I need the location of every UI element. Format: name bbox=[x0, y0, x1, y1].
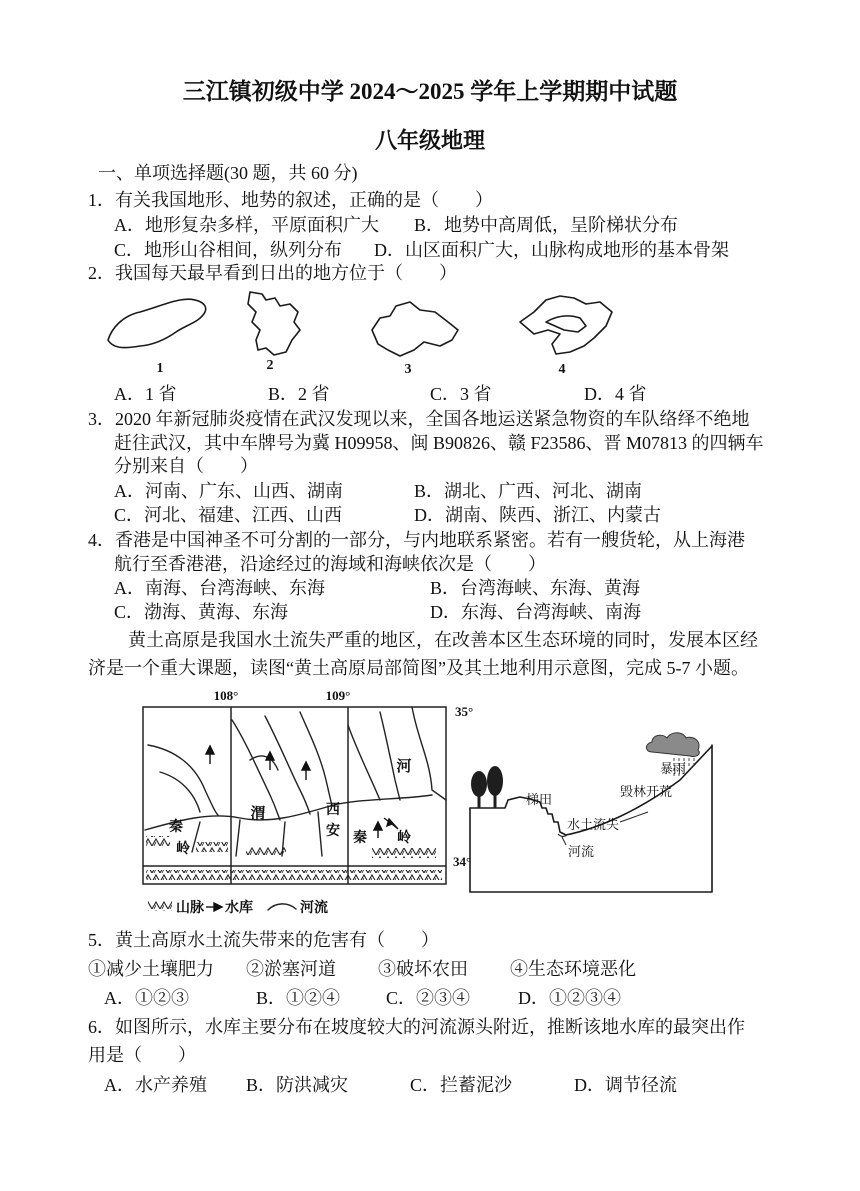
statement-item: ①减少土壤肥力 bbox=[88, 959, 214, 979]
province-label-2: 2 bbox=[266, 358, 274, 373]
cloud-icon bbox=[646, 733, 699, 757]
option-b: B．①②④ bbox=[256, 988, 341, 1008]
option-c: C．拦蓄泥沙 bbox=[410, 1075, 513, 1095]
tree-icon bbox=[487, 766, 503, 808]
map-label-he: 河 bbox=[396, 759, 412, 775]
question-stem-line: 航行至香港港，沿途经过的海域和海峡依次是（ ） bbox=[114, 554, 546, 574]
question-stem-line: 用是（ ） bbox=[88, 1045, 196, 1065]
tree-icon bbox=[471, 771, 487, 808]
river-tributary bbox=[318, 812, 322, 856]
province-label-1: 1 bbox=[156, 361, 164, 376]
option-c: C．地形山谷相间，纵列分布 bbox=[114, 240, 343, 260]
river-tributary bbox=[348, 725, 380, 800]
longitude-label-108: 108° bbox=[213, 688, 239, 703]
mountain-symbol bbox=[196, 842, 228, 852]
river-tributary bbox=[160, 772, 200, 812]
question-stem: 1．有关我国地形、地势的叙述，正确的是（ ） bbox=[88, 190, 493, 210]
province-outline-2 bbox=[248, 292, 300, 355]
province-outline-4 bbox=[520, 296, 612, 354]
river-tributary bbox=[232, 720, 280, 820]
option-d: D．4 省 bbox=[584, 384, 647, 404]
reservoir-icon bbox=[206, 746, 214, 764]
reservoir-icon bbox=[384, 818, 398, 829]
province-outlines-figure bbox=[100, 285, 620, 375]
exam-title: 三江镇初级中学 2024～2025 学年上学期期中试题 bbox=[182, 79, 678, 104]
option-a: A．南海、台湾海峡、东海 bbox=[114, 578, 325, 598]
longitude-label-109: 109° bbox=[325, 688, 351, 703]
option-a: A．地形复杂多样，平原面积广大 bbox=[114, 215, 379, 235]
loess-plateau-figure bbox=[130, 680, 730, 920]
passage-line: 黄土高原是我国水土流失严重的地区，在改善本区生态环境的同时，发展本区经 bbox=[128, 630, 758, 650]
option-b: B．地势中高周低，呈阶梯状分布 bbox=[414, 215, 679, 235]
map-label-wei: 渭 bbox=[250, 806, 266, 822]
reservoirs bbox=[206, 746, 398, 838]
province-outline-3 bbox=[372, 302, 458, 356]
profile-label-terrace: 梯田 bbox=[526, 792, 553, 807]
map-label-an: 安 bbox=[326, 824, 340, 839]
option-c: C．②③④ bbox=[386, 988, 471, 1008]
map-label-xi: 西 bbox=[326, 803, 340, 818]
question-stem-line: 分别来自（ ） bbox=[114, 456, 258, 476]
question-stem-line: 3．2020 年新冠肺炎疫情在武汉发现以来，全国各地运送紧急物资的车队络绎不绝地 bbox=[88, 409, 750, 429]
profile-label-erosion: 水土流失 bbox=[567, 817, 620, 832]
reservoir-icon bbox=[302, 762, 310, 780]
option-b: B．防洪减灾 bbox=[246, 1075, 349, 1095]
river-tributary bbox=[380, 712, 400, 800]
profile-label-rainstorm: 暴雨 bbox=[660, 761, 687, 776]
mountain-symbol bbox=[146, 870, 442, 880]
statement-item: ③破坏农田 bbox=[378, 959, 468, 979]
section-heading: 一、单项选择题(30 题，共 60 分) bbox=[98, 163, 358, 183]
option-c: C．3 省 bbox=[430, 384, 492, 404]
profile-label-river: 河流 bbox=[568, 844, 595, 859]
question-stem-line: 4．香港是中国神圣不可分割的一部分，与内地联系紧密。若有一艘货轮，从上海港 bbox=[88, 530, 745, 550]
mountain-symbol bbox=[246, 846, 286, 856]
question-stem: 5．黄土高原水土流失带来的危害有（ ） bbox=[88, 930, 439, 950]
option-b: B．湖北、广西、河北、湖南 bbox=[414, 481, 643, 501]
question-stem-line: 6．如图所示，水库主要分布在坡度较大的河流源头附近，推断该地水库的最突出作 bbox=[88, 1017, 745, 1037]
legend-reservoir-label: 水库 bbox=[225, 901, 253, 916]
passage-line: 济是一个重大课题，读图“黄土高原局部简图”及其土地利用示意图，完成 5-7 小题。 bbox=[88, 658, 749, 678]
erosion-leader-line bbox=[620, 812, 648, 822]
option-c: C．渤海、黄海、东海 bbox=[114, 602, 289, 622]
legend-reservoir-icon bbox=[206, 903, 222, 911]
province-label-4: 4 bbox=[558, 362, 566, 377]
option-a: A．①②③ bbox=[104, 988, 189, 1008]
question-stem-line: 赶往武汉，其中车牌号为冀 H09958、闽 B90826、赣 F23586、晋 M07813 的四辆车 bbox=[114, 433, 764, 453]
map-label-qin-right: 秦 bbox=[353, 831, 367, 846]
option-b: B．台湾海峡、东海、黄海 bbox=[430, 578, 641, 598]
option-a: A．1 省 bbox=[114, 384, 177, 404]
map-label-qin-left: 秦 bbox=[169, 820, 183, 835]
profile-label-deforestation: 毁林开荒 bbox=[620, 784, 673, 799]
latitude-label-35: 35° bbox=[455, 704, 474, 719]
map-label-ling-left: 岭 bbox=[176, 842, 190, 857]
option-c: C．河北、福建、江西、山西 bbox=[114, 505, 343, 525]
option-d: D．东海、台湾海峡、南海 bbox=[430, 602, 641, 622]
river-tributary bbox=[148, 745, 218, 815]
option-d: D．湖南、陕西、浙江、内蒙古 bbox=[414, 505, 661, 525]
river-tributary bbox=[300, 712, 332, 806]
yellow-river bbox=[412, 707, 446, 800]
province-outline-1 bbox=[108, 299, 206, 347]
province-label-3: 3 bbox=[404, 362, 412, 377]
mountain-symbol bbox=[146, 836, 170, 846]
mountain-symbol bbox=[372, 848, 436, 858]
exam-subject: 八年级地理 bbox=[374, 128, 485, 153]
statement-item: ②淤塞河道 bbox=[246, 959, 336, 979]
reservoir-icon bbox=[374, 822, 382, 838]
legend-river-icon bbox=[268, 904, 296, 910]
option-d: D．①②③④ bbox=[518, 988, 621, 1008]
option-d: D．调节径流 bbox=[574, 1075, 677, 1095]
legend-mountain-icon bbox=[148, 901, 172, 911]
legend-river-label: 河流 bbox=[300, 901, 328, 916]
option-d: D．山区面积广大，山脉构成地形的基本骨架 bbox=[374, 240, 729, 260]
latitude-label-34: 34° bbox=[453, 854, 472, 869]
map-legend bbox=[148, 899, 328, 916]
statement-item: ④生态环境恶化 bbox=[510, 959, 636, 979]
river-leader-line bbox=[562, 837, 566, 845]
option-a: A．河南、广东、山西、湖南 bbox=[114, 481, 343, 501]
legend-mountain-label: 山脉 bbox=[176, 901, 204, 916]
question-stem: 2．我国每天最早看到日出的地方位于（ ） bbox=[88, 263, 457, 283]
map-label-ling-right: 岭 bbox=[397, 831, 411, 846]
river-tributary bbox=[236, 820, 240, 856]
option-a: A．水产养殖 bbox=[104, 1075, 207, 1095]
land-use-profile bbox=[470, 733, 712, 892]
option-b: B．2 省 bbox=[268, 384, 330, 404]
